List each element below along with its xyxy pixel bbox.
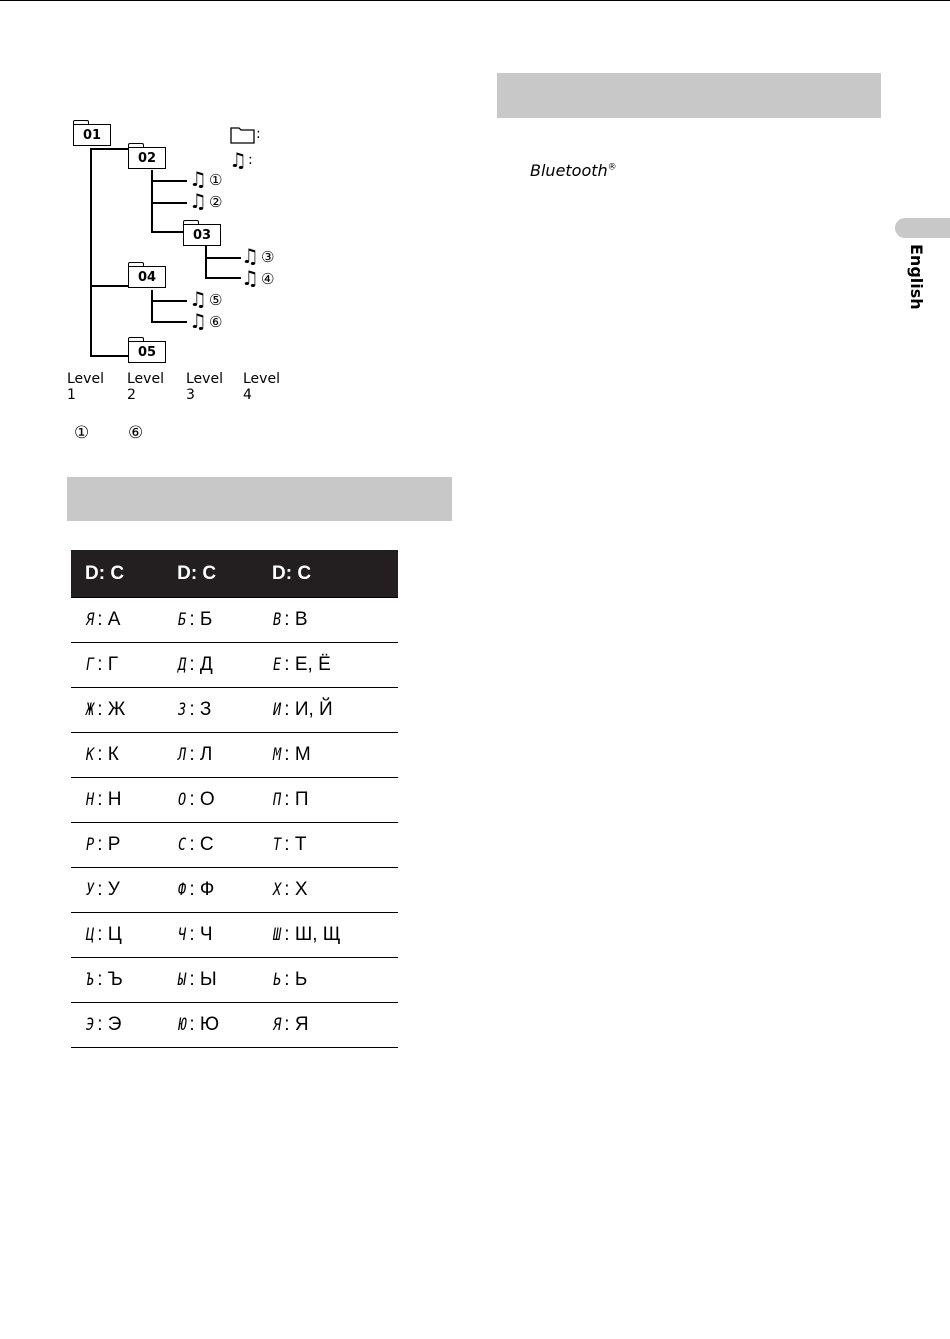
music-file-icon: ♫ xyxy=(189,287,207,311)
table-header-row xyxy=(71,550,398,598)
cyrillic-char: : Ц xyxy=(97,924,122,945)
display-glyph: И xyxy=(273,700,282,720)
display-glyph: Я xyxy=(273,1015,282,1035)
display-glyph: Д xyxy=(178,655,187,675)
music-file-icon: ♫ xyxy=(189,167,207,191)
language-side-tab xyxy=(895,218,950,238)
table-cell xyxy=(71,823,163,868)
table-cell xyxy=(258,913,398,958)
table-cell xyxy=(258,823,398,868)
table-cell xyxy=(163,733,258,778)
display-glyph: Е xyxy=(273,655,282,675)
section-heading-bar xyxy=(497,73,881,118)
table-cell xyxy=(163,643,258,688)
cyrillic-char: : В xyxy=(284,609,308,630)
table-cell xyxy=(258,733,398,778)
display-glyph: Л xyxy=(178,745,187,765)
marker-2: ② xyxy=(209,193,223,211)
top-rule xyxy=(0,0,950,1)
level-1-label: Level 1 xyxy=(67,371,104,403)
table-cell xyxy=(258,688,398,733)
display-glyph: Я xyxy=(86,610,95,630)
table-row xyxy=(71,868,398,913)
table-cell xyxy=(71,598,163,643)
cyrillic-char: : О xyxy=(189,789,215,810)
marker-6: ⑥ xyxy=(209,313,223,331)
cyrillic-char: : Р xyxy=(97,834,121,855)
table-cell xyxy=(163,688,258,733)
cyrillic-char: : К xyxy=(97,744,119,765)
level-2-label: Level 2 xyxy=(127,371,164,403)
display-glyph: О xyxy=(178,790,187,810)
table-row xyxy=(71,598,398,643)
display-glyph: У xyxy=(86,880,95,900)
cyrillic-char: : Э xyxy=(97,1014,122,1035)
cyrillic-char: : П xyxy=(284,789,309,810)
cyrillic-char: : З xyxy=(189,699,212,720)
cyrillic-char: : Л xyxy=(189,744,213,765)
cyrillic-char: : М xyxy=(284,744,311,765)
table-row xyxy=(71,913,398,958)
table-row xyxy=(71,643,398,688)
music-file-icon: ♫ xyxy=(189,309,207,333)
cyrillic-char: : Е, Ё xyxy=(284,654,331,675)
cyrillic-char: : Б xyxy=(189,609,213,630)
display-glyph: С xyxy=(178,835,187,855)
language-label: English xyxy=(907,244,926,310)
display-glyph: Э xyxy=(86,1015,95,1035)
table-row xyxy=(71,688,398,733)
table-cell xyxy=(163,913,258,958)
folder-05: 05 xyxy=(128,337,166,363)
table-row xyxy=(71,823,398,868)
cyrillic-char: : Ж xyxy=(97,699,126,720)
display-glyph: В xyxy=(273,610,282,630)
cyrillic-char: : Т xyxy=(284,834,307,855)
legend-colon: : xyxy=(248,152,253,168)
table-cell xyxy=(71,958,163,1003)
marker-4: ④ xyxy=(261,270,275,288)
cyrillic-char: : Ъ xyxy=(97,969,123,990)
bluetooth-text: Bluetooth® xyxy=(530,161,617,180)
cyrillic-char: : У xyxy=(97,879,120,900)
cyrillic-char: : Д xyxy=(189,654,213,675)
folder-02: 02 xyxy=(128,143,166,169)
level-4-label: Level 4 xyxy=(243,371,280,403)
table-cell xyxy=(71,688,163,733)
table-cell xyxy=(163,598,258,643)
cyrillic-char: : Х xyxy=(284,879,308,900)
table-row xyxy=(71,778,398,823)
table-cell xyxy=(163,778,258,823)
legend-colon: : xyxy=(256,126,261,142)
table-cell xyxy=(163,868,258,913)
table-row xyxy=(71,1003,398,1048)
cyrillic-char: : Ы xyxy=(189,969,217,990)
cyrillic-char: : Ч xyxy=(189,924,213,945)
table-cell xyxy=(258,868,398,913)
folder-03: 03 xyxy=(183,220,221,246)
table-cell xyxy=(163,1003,258,1048)
display-glyph: Б xyxy=(178,610,187,630)
table-cell xyxy=(258,958,398,1003)
table-cell xyxy=(258,1003,398,1048)
table-cell xyxy=(71,778,163,823)
music-file-icon: ♫ xyxy=(189,189,207,213)
display-glyph: Н xyxy=(86,790,95,810)
table-row xyxy=(71,958,398,1003)
display-glyph: Ф xyxy=(178,880,187,900)
music-file-icon: ♫ xyxy=(241,244,259,268)
cyrillic-char: : Ь xyxy=(284,969,308,990)
music-file-icon: ♫ xyxy=(241,266,259,290)
table-cell xyxy=(71,1003,163,1048)
cyrillic-character-table xyxy=(71,550,398,1048)
cyrillic-char: : С xyxy=(189,834,214,855)
table-cell xyxy=(163,823,258,868)
table-cell xyxy=(71,868,163,913)
display-glyph: Ь xyxy=(273,970,282,990)
display-glyph: Ъ xyxy=(86,970,95,990)
display-glyph: Т xyxy=(273,835,282,855)
table-cell xyxy=(71,733,163,778)
display-glyph: Ц xyxy=(86,925,95,945)
cyrillic-char: : И, Й xyxy=(284,699,333,720)
display-glyph: Ю xyxy=(178,1015,187,1035)
marker-3: ③ xyxy=(261,248,275,266)
range-end-marker: ⑥ xyxy=(128,423,144,443)
cyrillic-char: : Ш, Щ xyxy=(284,924,341,945)
cyrillic-char: : Ю xyxy=(189,1014,220,1035)
display-glyph: Х xyxy=(273,880,282,900)
table-row xyxy=(71,733,398,778)
table-cell xyxy=(163,958,258,1003)
display-glyph: М xyxy=(273,745,282,765)
column-header: D: C xyxy=(163,550,258,598)
table-cell xyxy=(258,643,398,688)
display-glyph: З xyxy=(178,700,187,720)
display-glyph: Ы xyxy=(178,970,187,990)
display-glyph: Г xyxy=(86,655,95,675)
column-header: D: C xyxy=(71,550,163,598)
marker-1: ① xyxy=(209,171,223,189)
display-glyph: Ж xyxy=(86,700,95,720)
section-heading-bar xyxy=(67,477,452,521)
marker-5: ⑤ xyxy=(209,291,223,309)
range-start-marker: ① xyxy=(74,423,90,443)
table-cell xyxy=(71,643,163,688)
cyrillic-char: : Ф xyxy=(189,879,215,900)
cyrillic-char: : Н xyxy=(97,789,122,810)
cyrillic-char: : А xyxy=(97,609,121,630)
folder-legend-icon xyxy=(230,124,256,144)
display-glyph: Ш xyxy=(273,925,282,945)
folder-04: 04 xyxy=(128,262,166,288)
table-cell xyxy=(258,778,398,823)
cyrillic-char: : Я xyxy=(284,1014,309,1035)
cyrillic-char: : Г xyxy=(97,654,119,675)
display-glyph: Ч xyxy=(178,925,187,945)
column-header: D: C xyxy=(258,550,398,598)
display-glyph: К xyxy=(86,745,95,765)
music-file-legend-icon: ♫ xyxy=(229,148,247,172)
display-glyph: Р xyxy=(86,835,95,855)
display-glyph: П xyxy=(273,790,282,810)
table-cell xyxy=(71,913,163,958)
folder-01: 01 xyxy=(73,120,111,146)
level-3-label: Level 3 xyxy=(186,371,223,403)
table-cell xyxy=(258,598,398,643)
